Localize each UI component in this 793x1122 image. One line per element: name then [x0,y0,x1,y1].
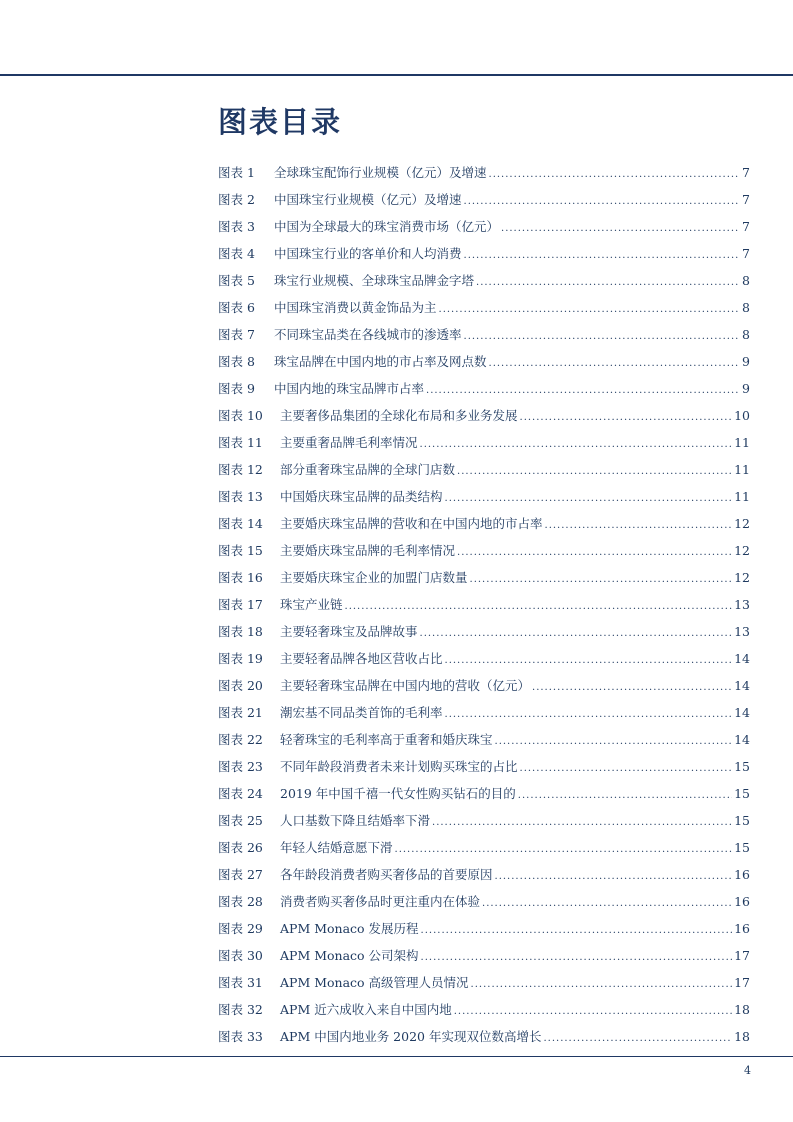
toc-entry-label: 图表 16 [218,570,263,585]
toc-entry-title: 主要婚庆珠宝企业的加盟门店数量 [280,570,468,585]
toc-entry-page: 15 [734,813,750,828]
toc-dot-leader [464,323,741,350]
toc-entry-title: 主要轻奢珠宝品牌在中国内地的营收（亿元） [280,678,531,693]
toc-entry[interactable] [218,969,750,996]
toc-entry[interactable] [218,564,750,591]
toc-entry-title: 轻奢珠宝的毛利率高于重奢和婚庆珠宝 [280,732,493,747]
toc-dot-leader [545,512,733,539]
toc-entry-title: 珠宝产业链 [280,597,343,612]
toc-entry-title: 中国珠宝消费以黄金饰品为主 [274,300,437,315]
toc-entry[interactable] [218,699,750,726]
toc-entry-label: 图表 20 [218,678,263,693]
toc-dot-leader [470,566,733,593]
toc-entry-page: 18 [734,1002,750,1017]
toc-entry-label: 图表 21 [218,705,263,720]
footer-rule [0,1056,793,1057]
toc-entry-page: 15 [734,840,750,855]
toc-entry-title: APM 中国内地业务 2020 年实现双位数高增长 [280,1029,542,1044]
toc-entry-page: 7 [742,246,750,261]
toc-dot-leader [420,620,733,647]
toc-entry-page: 14 [734,732,750,747]
toc-entry-title: APM Monaco 高级管理人员情况 [280,975,469,990]
toc-entry-page: 8 [742,273,750,288]
toc-entry[interactable] [218,510,750,537]
toc-entry[interactable] [218,942,750,969]
toc-entry-label: 图表 19 [218,651,263,666]
toc-entry-label: 图表 33 [218,1029,263,1044]
toc-dot-leader [445,485,733,512]
toc-entry-title: 不同珠宝品类在各线城市的渗透率 [274,327,462,342]
toc-dot-leader [476,269,740,296]
toc-dot-leader [471,971,733,998]
toc-entry-title: 人口基数下降且结婚率下滑 [280,813,431,828]
toc-list [218,159,750,1050]
toc-entry[interactable] [218,753,750,780]
toc-dot-leader [489,350,741,377]
toc-entry-label: 图表 31 [218,975,263,990]
toc-entry-page: 15 [734,786,750,801]
toc-entry[interactable] [218,321,750,348]
toc-entry-label: 图表 17 [218,597,263,612]
toc-dot-leader [420,431,733,458]
toc-entry-label: 图表 22 [218,732,263,747]
toc-entry-label: 图表 30 [218,948,263,963]
toc-entry-label: 图表 2 [218,192,255,207]
toc-entry-title: 主要重奢品牌毛利率情况 [280,435,418,450]
toc-dot-leader [520,404,733,431]
toc-entry-title: 年轻人结婚意愿下滑 [280,840,393,855]
toc-entry-page: 13 [734,597,750,612]
toc-entry-title: 潮宏基不同品类首饰的毛利率 [280,705,443,720]
toc-entry[interactable] [218,483,750,510]
toc-entry-page: 7 [742,219,750,234]
toc-entry-page: 15 [734,759,750,774]
toc-entry-label: 图表 14 [218,516,263,531]
toc-entry-title: 消费者购买奢侈品时更注重内在体验 [280,894,481,909]
toc-entry-title: 主要轻奢珠宝及品牌故事 [280,624,418,639]
toc-entry-page: 14 [734,705,750,720]
toc-entry-title: 主要婚庆珠宝品牌的毛利率情况 [280,543,456,558]
toc-entry-page: 13 [734,624,750,639]
toc-entry-label: 图表 15 [218,543,263,558]
toc-dot-leader [495,728,733,755]
toc-entry[interactable] [218,591,750,618]
toc-entry[interactable] [218,888,750,915]
header-rule [0,74,793,76]
toc-entry[interactable] [218,834,750,861]
toc-entry-label: 图表 25 [218,813,263,828]
toc-entry-title: APM 近六成收入来自中国内地 [280,1002,452,1017]
toc-entry-title: 全球珠宝配饰行业规模（亿元）及增速 [274,165,487,180]
toc-dot-leader [495,863,733,890]
toc-entry-title: 2019 年中国千禧一代女性购买钻石的目的 [280,786,516,801]
toc-dot-leader [421,944,733,971]
toc-entry-title: APM Monaco 发展历程 [280,921,419,936]
toc-dot-leader [520,755,733,782]
toc-entry-title: 珠宝品牌在中国内地的市占率及网点数 [274,354,487,369]
toc-entry-page: 8 [742,327,750,342]
toc-entry-page: 7 [742,165,750,180]
toc-entry-title: 中国婚庆珠宝品牌的品类结构 [280,489,443,504]
toc-entry-page: 12 [734,570,750,585]
toc-entry-title: 中国为全球最大的珠宝消费市场（亿元） [274,219,500,234]
toc-entry[interactable] [218,726,750,753]
toc-entry-page: 7 [742,192,750,207]
toc-entry-page: 14 [734,651,750,666]
toc-dot-leader [426,377,740,404]
toc-entry-label: 图表 8 [218,354,255,369]
toc-entry-label: 图表 3 [218,219,255,234]
toc-entry-page: 12 [734,516,750,531]
toc-entry-page: 11 [734,489,750,504]
toc-entry[interactable] [218,1023,750,1050]
toc-entry[interactable] [218,915,750,942]
toc-entry[interactable] [218,294,750,321]
toc-entry-title: 各年龄段消费者购买奢侈品的首要原因 [280,867,493,882]
toc-entry-page: 16 [734,921,750,936]
toc-entry-label: 图表 10 [218,408,263,423]
page-number: 4 [744,1064,751,1077]
toc-entry[interactable] [218,672,750,699]
toc-entry[interactable] [218,618,750,645]
toc-dot-leader [457,458,732,485]
toc-entry-title: 珠宝行业规模、全球珠宝品牌金字塔 [274,273,475,288]
toc-entry-label: 图表 9 [218,381,255,396]
toc-dot-leader [345,593,733,620]
toc-entry-page: 11 [734,435,750,450]
toc-entry-label: 图表 4 [218,246,255,261]
toc-entry-label: 图表 32 [218,1002,263,1017]
toc-entry[interactable] [218,429,750,456]
toc-entry-page: 12 [734,543,750,558]
toc-entry-label: 图表 6 [218,300,255,315]
toc-dot-leader [518,782,732,809]
toc-entry-page: 17 [734,975,750,990]
toc-dot-leader [395,836,733,863]
page-title: 图表目录 [218,105,343,139]
toc-entry-title: 中国珠宝行业规模（亿元）及增速 [274,192,462,207]
toc-dot-leader [454,998,732,1025]
toc-entry[interactable] [218,267,750,294]
toc-dot-leader [432,809,732,836]
toc-entry-page: 16 [734,867,750,882]
toc-dot-leader [445,647,733,674]
toc-entry[interactable] [218,537,750,564]
toc-entry[interactable] [218,645,750,672]
toc-entry-page: 10 [734,408,750,423]
toc-entry-label: 图表 13 [218,489,263,504]
toc-entry-label: 图表 24 [218,786,263,801]
toc-entry[interactable] [218,240,750,267]
toc-entry-label: 图表 5 [218,273,255,288]
toc-entry-title: 中国珠宝行业的客单价和人均消费 [274,246,462,261]
toc-entry[interactable] [218,348,750,375]
toc-dot-leader [439,296,741,323]
toc-dot-leader [464,188,741,215]
toc-entry[interactable] [218,807,750,834]
toc-entry-label: 图表 1 [218,165,255,180]
toc-entry[interactable] [218,186,750,213]
toc-entry-label: 图表 12 [218,462,263,477]
toc-entry-title: 中国内地的珠宝品牌市占率 [274,381,425,396]
toc-entry-label: 图表 7 [218,327,255,342]
toc-entry[interactable] [218,780,750,807]
toc-entry[interactable] [218,861,750,888]
toc-dot-leader [501,215,740,242]
toc-entry-label: 图表 11 [218,435,263,450]
toc-entry[interactable] [218,402,750,429]
toc-entry-title: 主要婚庆珠宝品牌的营收和在中国内地的市占率 [280,516,543,531]
toc-entry-label: 图表 18 [218,624,263,639]
toc-entry-page: 11 [734,462,750,477]
toc-dot-leader [482,890,732,917]
toc-dot-leader [489,161,741,188]
toc-entry-page: 16 [734,894,750,909]
toc-entry-label: 图表 23 [218,759,263,774]
toc-entry-title: 主要奢侈品集团的全球化布局和多业务发展 [280,408,518,423]
toc-entry[interactable] [218,996,750,1023]
toc-dot-leader [464,242,741,269]
toc-entry-title: 主要轻奢品牌各地区营收占比 [280,651,443,666]
toc-dot-leader [543,1025,732,1052]
toc-entry[interactable] [218,159,750,186]
toc-entry-label: 图表 28 [218,894,263,909]
toc-dot-leader [445,701,733,728]
toc-dot-leader [421,917,733,944]
toc-entry-page: 17 [734,948,750,963]
toc-entry[interactable] [218,213,750,240]
toc-entry-label: 图表 27 [218,867,263,882]
toc-entry-title: APM Monaco 公司架构 [280,948,419,963]
toc-entry[interactable] [218,375,750,402]
toc-entry-page: 18 [734,1029,750,1044]
toc-entry-page: 9 [742,381,750,396]
toc-dot-leader [457,539,732,566]
toc-entry[interactable] [218,456,750,483]
toc-entry-title: 部分重奢珠宝品牌的全球门店数 [280,462,456,477]
toc-entry-page: 9 [742,354,750,369]
toc-entry-page: 8 [742,300,750,315]
toc-entry-title: 不同年龄段消费者未来计划购买珠宝的占比 [280,759,518,774]
toc-entry-label: 图表 26 [218,840,263,855]
toc-entry-label: 图表 29 [218,921,263,936]
toc-entry-page: 14 [734,678,750,693]
toc-dot-leader [532,674,732,701]
